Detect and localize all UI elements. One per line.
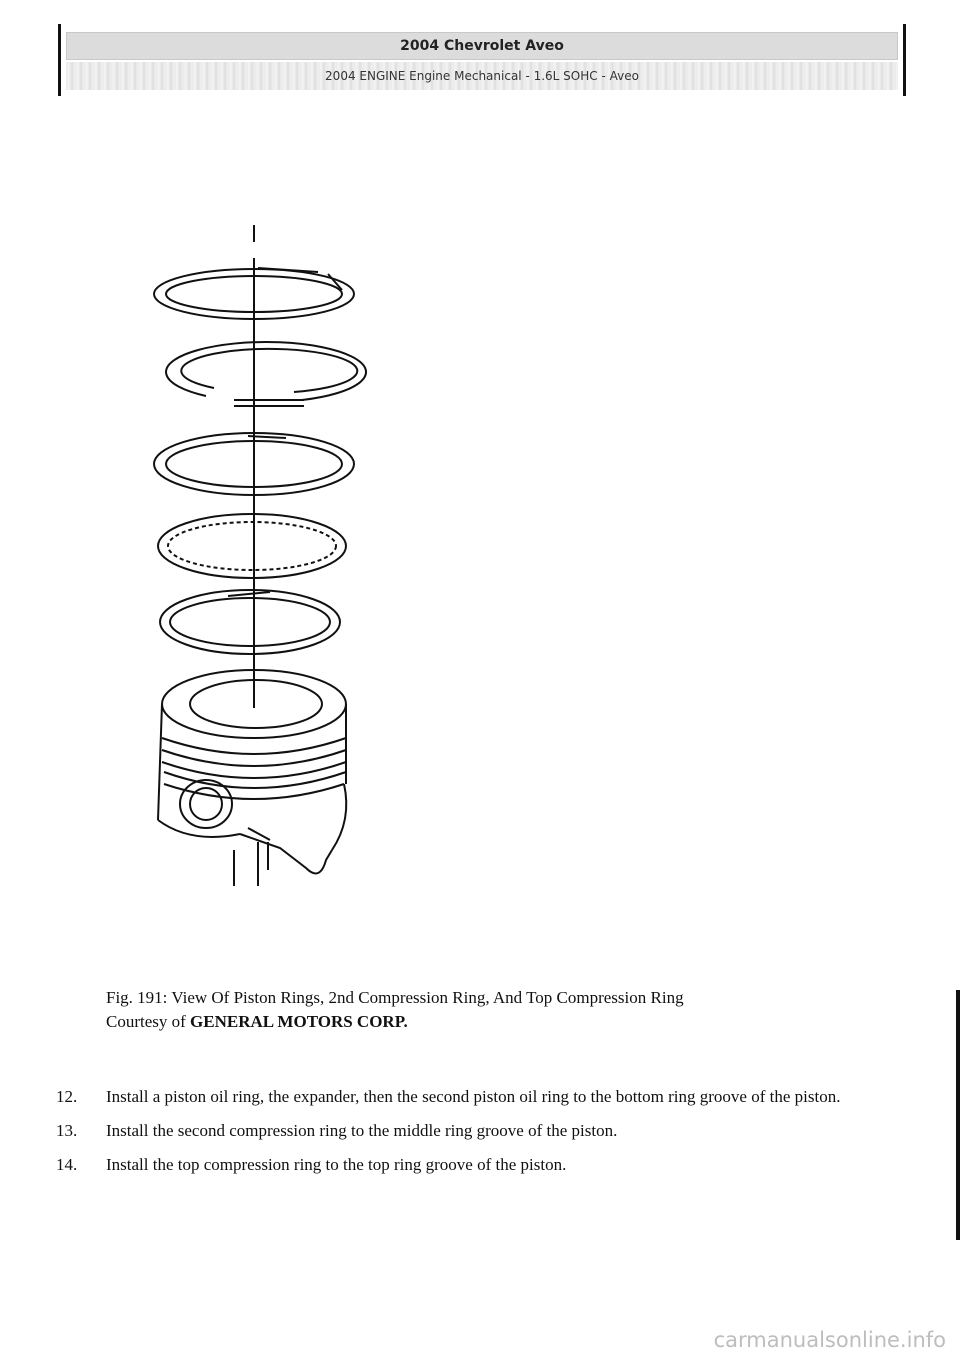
procedure-steps <box>56 1084 916 1186</box>
oil-ring-lower-rail <box>160 590 340 654</box>
piston-rings-illustration <box>130 210 390 900</box>
step-text: Install the second compression ring to the middle ring groove of the piston. <box>106 1121 618 1140</box>
caption-text: Fig. 191: View Of Piston Rings, 2nd Compression Ring, And Top Compression Ring <box>106 988 684 1007</box>
step-item <box>56 1152 916 1178</box>
step-text: Install a piston oil ring, the expander, then the second piston oil ring to the bottom ring groove of the piston. <box>106 1087 841 1106</box>
figure-caption <box>106 986 886 1034</box>
header-title: 2004 Chevrolet Aveo <box>66 32 898 60</box>
step-item <box>56 1084 916 1110</box>
courtesy-org: GENERAL MOTORS CORP. <box>190 1012 408 1031</box>
step-number: 14. <box>56 1155 78 1174</box>
piston <box>158 670 346 886</box>
caption-courtesy <box>106 1010 886 1034</box>
page-edge-rule <box>956 990 960 1240</box>
header-right-rule <box>903 24 906 96</box>
page-header <box>58 24 906 96</box>
step-text: Install the top compression ring to the top ring groove of the piston. <box>106 1155 567 1174</box>
header-subtitle: 2004 ENGINE Engine Mechanical - 1.6L SOHC - Aveo <box>66 62 898 90</box>
step-number: 12. <box>56 1087 78 1106</box>
site-watermark: carmanualsonline.info <box>713 1328 946 1352</box>
second-compression-ring <box>166 342 366 406</box>
step-number: 13. <box>56 1121 78 1140</box>
oil-ring-expander <box>158 514 346 578</box>
courtesy-prefix: Courtesy of <box>106 1012 191 1031</box>
step-item <box>56 1118 916 1144</box>
header-left-rule <box>58 24 61 96</box>
